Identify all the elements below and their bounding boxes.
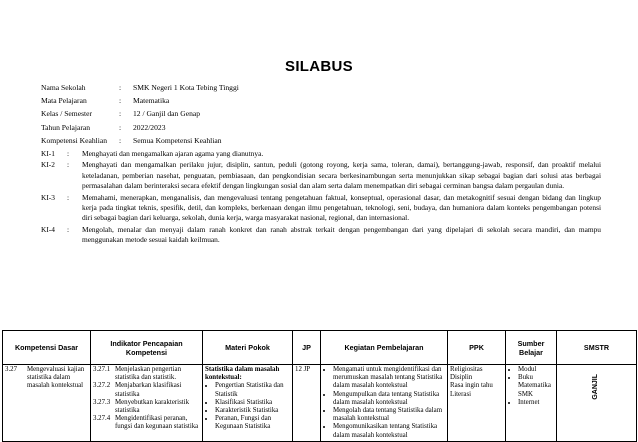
ki-text: Mengolah, menalar dan menyaji dalam ranah konkret dan ranah abstrak terkait dengan pengembangan dari yang dipelajari di sekolah secara mandiri, dan mampu menggunakan metode sesuai kaidah keilmuan. bbox=[82, 224, 601, 245]
core-competencies bbox=[41, 149, 601, 247]
header-sumber-belajar: Sumber Belajar bbox=[506, 331, 557, 365]
ki-item bbox=[41, 160, 601, 191]
header-jp: JP bbox=[293, 331, 321, 365]
identity-block bbox=[41, 81, 239, 147]
identity-value: 2022/2023 bbox=[133, 122, 166, 132]
materi-title: Statistika dalam masalah kontekstual: bbox=[205, 366, 280, 382]
cell-kompetensi-dasar bbox=[3, 365, 91, 442]
identity-row bbox=[41, 134, 239, 147]
cell-ppk bbox=[448, 365, 506, 442]
ppk-item: Disiplin bbox=[450, 374, 473, 382]
cell-materi-pokok bbox=[203, 365, 293, 442]
identity-label: Mata Pelajaran bbox=[41, 96, 87, 106]
identity-row bbox=[41, 94, 239, 107]
document-title: SILABUS bbox=[285, 58, 353, 75]
header-ppk: PPK bbox=[448, 331, 506, 365]
ki-text: Menghayati dan mengamalkan perilaku jujur, disiplin, santun, peduli (gotong royong, kerja sama, toleran, damai), bertanggung-jawab, responsif, dan proaktif melalui keteladanan, pemberian nasehat, penguatan, pembiasaan, dan pengkondisian secara berkesinambungan serta menunjukkan sikap sebagai bagian dari solusi atas berbagai permasalahan dalam berinteraksi secara efektif dengan lingkungan sosial dan alam serta dalam menempatkan diri sebagai cerminan bangsa dalam pergaulan dunia. bbox=[82, 160, 601, 191]
sumber-item: • Internet bbox=[518, 399, 554, 407]
kegiatan-list bbox=[323, 366, 445, 440]
cell-kegiatan bbox=[321, 365, 448, 442]
ki-code: KI-1 bbox=[41, 149, 55, 158]
ppk-item: Religiositas bbox=[450, 366, 483, 373]
identity-row bbox=[41, 81, 239, 94]
ikp-text: Mengidentifikasi peranan, fungsi dan kegunaan statistika bbox=[115, 415, 199, 431]
ikp-item bbox=[93, 415, 200, 431]
cell-sumber-belajar bbox=[506, 365, 557, 442]
kd-number: 3.27 bbox=[5, 366, 18, 373]
ikp-text: Menyebutkan karakteristik statistika bbox=[115, 398, 190, 415]
identity-value: SMK Negeri 1 Kota Tebing Tinggi bbox=[133, 83, 239, 92]
identity-value: 12 / Ganjil dan Genap bbox=[133, 109, 201, 119]
identity-label: Kelas / Semester bbox=[41, 109, 93, 119]
ki-code: KI-4 bbox=[41, 224, 55, 234]
ikp-number: 3.27.2 bbox=[93, 382, 111, 390]
identity-row bbox=[41, 121, 239, 134]
identity-colon: : bbox=[119, 96, 122, 106]
ikp-item bbox=[93, 382, 200, 398]
header-kegiatan: Kegiatan Pembelajaran bbox=[321, 331, 448, 365]
cell-jp: 12 JP bbox=[293, 365, 321, 442]
ki-code: KI-3 bbox=[41, 192, 55, 202]
materi-item: • Pengertian Statistika dan Statistik bbox=[215, 382, 290, 398]
kd-text: Mengevaluasi kajian statistika dalam masalah kontekstual bbox=[27, 366, 85, 390]
kegiatan-item: • Mengolah data tentang Statistika dalam masalah kontekstual bbox=[333, 407, 445, 423]
materi-list bbox=[205, 382, 290, 431]
materi-item: • Karakteristik Statistika bbox=[215, 407, 290, 415]
identity-row bbox=[41, 107, 239, 120]
ikp-number: 3.27.4 bbox=[93, 415, 111, 423]
ki-colon: : bbox=[67, 149, 70, 158]
identity-label: Tahun Pelajaran bbox=[41, 122, 91, 132]
header-indikator: Indikator Pencapaian Kompetensi bbox=[91, 331, 203, 365]
ki-code: KI-2 bbox=[41, 160, 55, 170]
ki-text: Memahami, menerapkan, menganalisis, dan mengevaluasi tentang pengetahuan faktual, konseptual, operasional dasar, dan metakognitif sesuai dengan bidang dan lingkup kerja pada tingkat teknis, spesifik, detil, dan kompleks, berkenaan dengan ilmu pengetahuan, teknologi, seni, budaya, dan humaniora dalam konteks pengembangan potensi diri sebagai bagian dari keluarga, sekolah, dunia kerja, warga masyarakat nasional, regional, dan internasional. bbox=[82, 192, 601, 223]
materi-item: • Klasifikasi Statistika bbox=[215, 399, 290, 407]
cell-indikator bbox=[91, 365, 203, 442]
kegiatan-item: • Mengamati untuk mengidentifikasi dan merumuskan masalah tentang Statistika dalam masalah kontekstual bbox=[333, 366, 445, 391]
kegiatan-item: • Mengomunikasikan tentang Statistika dalam masalah kontekstual bbox=[333, 423, 445, 439]
ppk-item: Literasi bbox=[450, 390, 472, 398]
ikp-item bbox=[93, 399, 200, 415]
ikp-number: 3.27.3 bbox=[93, 398, 111, 406]
ki-text: Menghayati dan mengamalkan ajaran agama yang dianutnya. bbox=[82, 149, 264, 158]
table-row bbox=[3, 365, 637, 442]
sumber-item: • Buku Matematika SMK bbox=[518, 374, 554, 399]
kegiatan-item: • Mengumpulkan data tentang Statistika dalam masalah kontekstual bbox=[333, 391, 445, 407]
identity-colon: : bbox=[119, 135, 122, 145]
ki-colon: : bbox=[67, 160, 70, 170]
ikp-text: Menjelaskan pengertian statistika dan statistik. bbox=[115, 366, 182, 382]
ki-item bbox=[41, 225, 601, 246]
header-materi-pokok: Materi Pokok bbox=[203, 331, 293, 365]
ppk-item: Rasa ingin tahu bbox=[450, 382, 493, 390]
identity-colon: : bbox=[119, 109, 122, 119]
kd-entry bbox=[5, 366, 88, 391]
identity-value: Semua Kompetensi Keahlian bbox=[133, 135, 222, 145]
header-smstr: SMSTR bbox=[557, 331, 637, 365]
ki-item bbox=[41, 193, 601, 224]
semester-label: GANJIL bbox=[592, 374, 600, 400]
ikp-text: Menjabarkan klasifikasi statistika bbox=[115, 382, 182, 398]
ikp-number: 3.27.1 bbox=[93, 366, 111, 373]
sumber-item: • Modul bbox=[518, 366, 554, 374]
identity-value: Matematika bbox=[133, 96, 170, 106]
materi-item: • Peranan, Fungsi dan Kegunaan Statistika bbox=[215, 415, 290, 431]
syllabus-table bbox=[2, 330, 637, 442]
identity-colon: : bbox=[119, 83, 122, 92]
table-header-row bbox=[3, 331, 637, 365]
ikp-item bbox=[93, 366, 200, 382]
identity-label: Nama Sekolah bbox=[41, 83, 86, 92]
ki-item bbox=[41, 149, 601, 159]
identity-colon: : bbox=[119, 122, 122, 132]
ki-colon: : bbox=[67, 192, 70, 202]
header-kompetensi-dasar: Kompetensi Dasar bbox=[3, 331, 91, 365]
identity-label: Kompetensi Keahlian bbox=[41, 135, 108, 145]
cell-smstr bbox=[557, 365, 637, 442]
sumber-list bbox=[508, 366, 554, 407]
ki-colon: : bbox=[67, 224, 70, 234]
